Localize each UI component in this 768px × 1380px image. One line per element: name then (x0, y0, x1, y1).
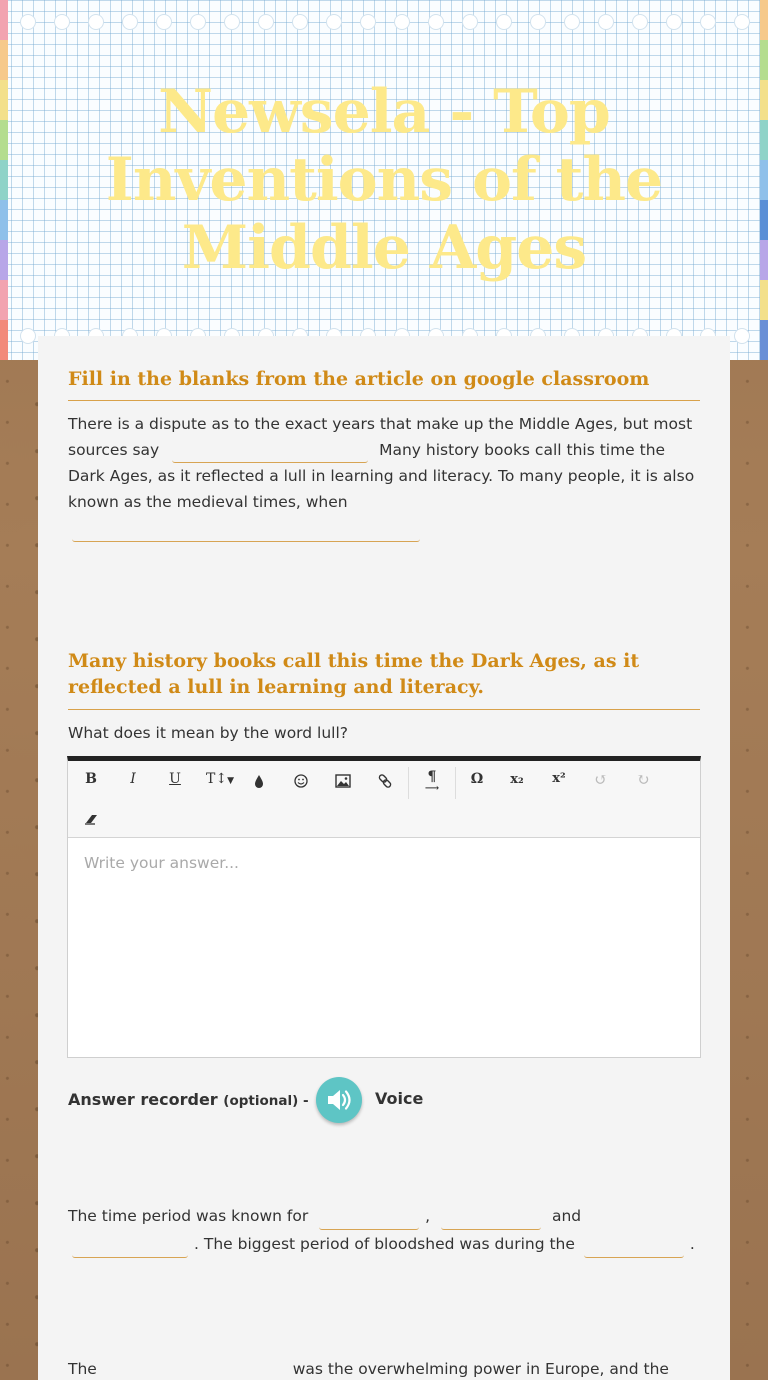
caret-down-icon: ▼ (227, 776, 234, 786)
blank-input-years[interactable] (172, 443, 368, 463)
link-icon[interactable] (371, 773, 399, 789)
text-size-button[interactable] (202, 771, 238, 787)
answer-recorder (68, 1076, 468, 1124)
clear-format-eraser-icon[interactable] (77, 811, 105, 827)
blank-input-known-for-1[interactable] (319, 1210, 419, 1230)
fill-blank-paragraph-3 (68, 1356, 708, 1380)
paragraph-text: Many history books call this time the Dark Ages, as it reflected a lull in learning and literacy. To many people, it is also known as the medieval times, when (68, 441, 695, 511)
worksheet-header (0, 0, 768, 360)
arrow-right-icon: ⟶ (424, 783, 440, 794)
comma-text: , (425, 1207, 431, 1225)
text-color-icon[interactable] (245, 773, 273, 789)
section-title-dark-ages: Many history books call this time the Dark Ages, as it reflected a lull in learning and literacy. (68, 648, 700, 710)
bold-button[interactable]: B (85, 771, 97, 787)
image-icon[interactable] (329, 773, 357, 789)
blank-input-medieval[interactable] (72, 522, 420, 542)
paragraph-text: was the overwhelming power in Europe, and the (292, 1360, 669, 1378)
fill-blank-paragraph-2 (68, 1202, 708, 1258)
blank-input-power[interactable] (106, 1362, 282, 1380)
paragraph-text: The (68, 1360, 97, 1378)
redo-icon[interactable]: ↻ (636, 770, 650, 789)
paragraph-text: The time period was known for (68, 1207, 309, 1225)
fill-blank-paragraph-1 (68, 411, 700, 515)
question-text: What does it mean by the word lull? (68, 724, 349, 742)
special-character-button[interactable]: Ω (470, 771, 484, 787)
blank-input-known-for-2[interactable] (441, 1210, 541, 1230)
paragraph-icon: ¶ (427, 769, 437, 785)
undo-icon[interactable]: ↺ (594, 770, 608, 789)
recorder-label (68, 1090, 309, 1109)
rich-text-editor (67, 756, 701, 1058)
toolbar-divider (455, 767, 456, 799)
rainbow-left-edge (0, 0, 8, 360)
paragraph-text: There is a dispute as to the exact years that make up the Middle Ages, but most sources say (68, 415, 693, 459)
subscript-button[interactable]: x₂ (510, 772, 524, 787)
voice-record-button[interactable] (316, 1077, 362, 1123)
speaker-icon (316, 1077, 362, 1123)
rainbow-right-edge (760, 0, 768, 360)
punch-holes-top (20, 12, 750, 32)
italic-button[interactable]: I (130, 771, 136, 787)
toolbar-divider (408, 767, 409, 799)
blank-input-known-for-3[interactable] (72, 1238, 188, 1258)
blank-input-bloodshed[interactable] (584, 1238, 684, 1258)
editor-toolbar (68, 761, 700, 838)
text-size-label: T↕ (206, 771, 228, 787)
voice-label: Voice (375, 1089, 424, 1108)
section-title-fill-blanks: Fill in the blanks from the article on google classroom (68, 366, 700, 401)
paragraph-text: . The biggest period of bloodshed was during the (194, 1235, 575, 1253)
page-title: Newsela - Top Inventions of the Middle Ages (105, 77, 663, 283)
superscript-button[interactable]: x² (552, 771, 566, 786)
paragraph-direction-button[interactable] (418, 769, 446, 793)
period-text: . (689, 1235, 695, 1253)
underline-button[interactable]: U (169, 771, 181, 787)
recorder-label-text: Answer recorder (68, 1090, 218, 1109)
recorder-optional-text: (optional) - (223, 1093, 309, 1109)
answer-textarea[interactable]: Write your answer... (84, 854, 239, 872)
and-text: and (551, 1207, 582, 1225)
emoji-icon[interactable] (287, 773, 315, 789)
worksheet-card (38, 336, 730, 1380)
